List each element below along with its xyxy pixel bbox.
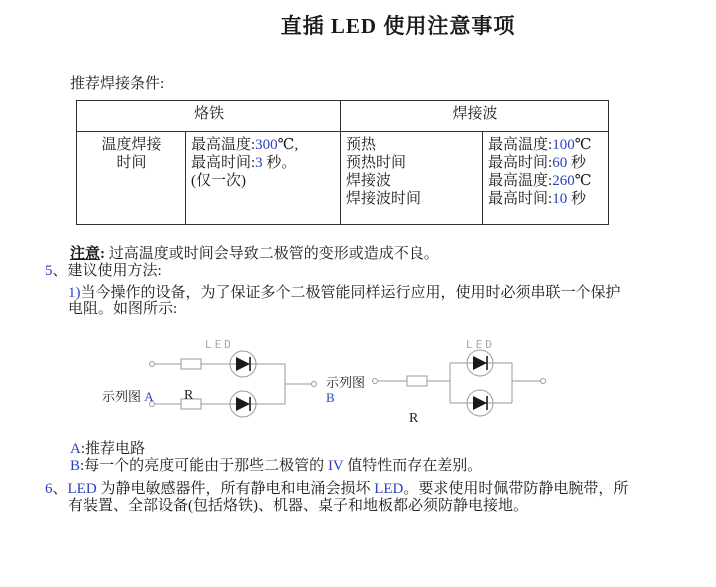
resistor-label-a: R xyxy=(184,388,194,403)
row-header-line: 时间 xyxy=(116,155,147,171)
table-line: 预热 xyxy=(346,137,377,153)
resistor-label-b: R xyxy=(409,411,419,426)
circuit-b-caption xyxy=(326,375,365,405)
table-line: 预热时间 xyxy=(346,155,407,171)
item-6-line2: 有装置、全部设备(包括烙铁)、机器、桌子和地板都必须防静电接地。 xyxy=(68,498,528,514)
circuit-b xyxy=(373,350,546,416)
table-line: 焊接波时间 xyxy=(346,191,422,207)
circuit-b-caption-line: B xyxy=(326,390,335,405)
item-5-sub1-line2: 电阻。如图所示: xyxy=(68,301,178,317)
wave-values-cell xyxy=(483,132,609,225)
page-title: 直插 LED 使用注意事项 xyxy=(280,14,516,38)
legend-line-b: B:每一个的亮度可能由于那些二极管的 IV 值特性而存在差别。 xyxy=(70,458,483,474)
table-line: 最高时间:10 秒 xyxy=(488,191,586,207)
section-label: 推荐焊接条件: xyxy=(70,76,165,92)
item-5-heading: 5、建议使用方法: xyxy=(45,263,162,279)
circuit-a xyxy=(150,351,317,417)
circuit-b-caption-line: 示列图 xyxy=(326,375,366,390)
led-label-a: LED xyxy=(205,338,234,351)
table-header-wave: 焊接波 xyxy=(341,101,609,132)
circuit-a-caption: 示列图 A xyxy=(102,389,154,404)
legend-line-a: A:推荐电路 xyxy=(70,441,146,457)
table-line: (仅一次) xyxy=(191,173,246,189)
led-label-b: LED xyxy=(466,338,495,351)
item-5-sub1-line1: 1)当今操作的设备，为了保证多个二极管能同样运行应用，使用时必须串联一个保护 xyxy=(68,285,621,301)
table-line: 焊接波 xyxy=(346,173,392,189)
table-line: 最高时间:3 秒。 xyxy=(191,155,297,171)
iron-conditions-cell xyxy=(186,132,341,225)
table-line: 最高温度:100℃ xyxy=(488,137,592,153)
table-line: 最高温度:260℃ xyxy=(488,173,592,189)
solder-conditions-table xyxy=(76,100,609,225)
item-6-line1: 6、LED 为静电敏感器件，所有静电和电涌会损坏 LED。要求使用时佩带防静电腕带，所 xyxy=(45,481,629,497)
table-line: 最高时间:60 秒 xyxy=(488,155,586,171)
table-header-iron: 烙铁 xyxy=(77,101,341,132)
table-line: 最高温度:300℃, xyxy=(191,137,299,153)
row-header-line: 温度焊接 xyxy=(101,137,162,153)
table-row-header xyxy=(77,132,186,225)
wave-steps-cell xyxy=(341,132,483,225)
note-line: 注意: 过高温度或时间会导致二极管的变形或造成不良。 xyxy=(70,246,439,262)
